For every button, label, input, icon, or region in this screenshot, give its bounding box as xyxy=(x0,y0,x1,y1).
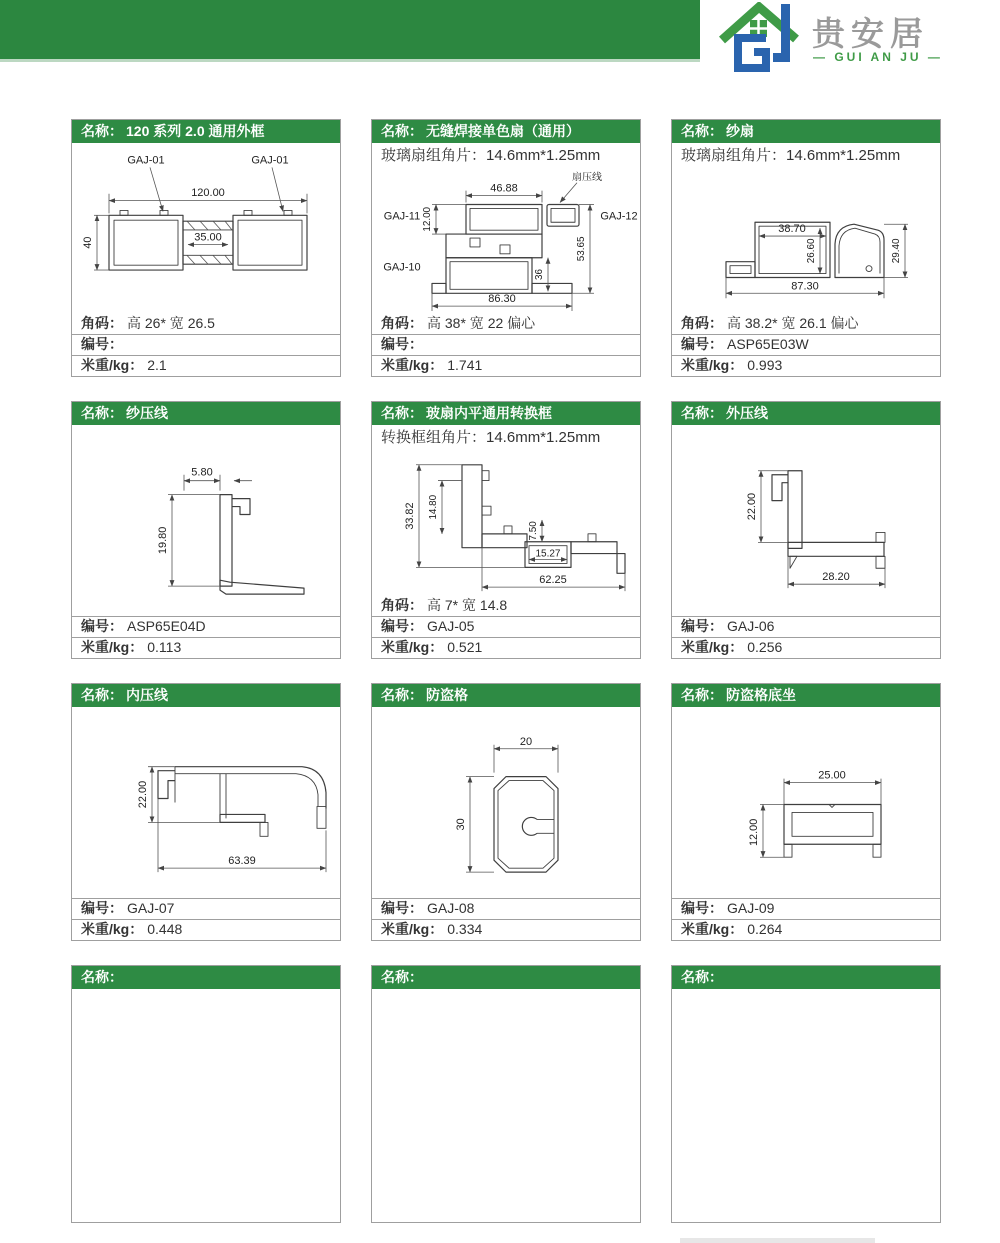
card-title: 玻扇内平通用转换框 xyxy=(426,405,552,421)
dim-label: 40 xyxy=(81,236,95,249)
profile-drawing xyxy=(672,707,940,898)
code-label: 编号： xyxy=(681,336,723,352)
name-label: 名称： xyxy=(681,123,723,139)
product-card xyxy=(71,401,341,659)
card-header xyxy=(672,402,940,425)
name-label: 名称： xyxy=(81,969,123,985)
card-title: 外压线 xyxy=(726,405,768,421)
code-label: 编号： xyxy=(81,618,123,634)
corner-row xyxy=(72,314,340,334)
weight-row xyxy=(372,637,640,658)
profile-drawing xyxy=(672,167,940,314)
card-subtitle: 转换框组角片：14.6mm*1.25mm xyxy=(381,429,601,446)
dim-label: 86.30 xyxy=(488,293,516,306)
product-card-empty xyxy=(671,965,941,1223)
empty-drawing-area xyxy=(672,989,940,1222)
part-label: GAJ-01 xyxy=(127,154,165,167)
dim-label: 12.00 xyxy=(747,818,761,847)
dim-label: 33.82 xyxy=(403,502,417,530)
weight-row xyxy=(672,919,940,940)
corner-value: 高 38.2* 宽 26.1 偏心 xyxy=(727,315,859,331)
corner-label: 角码： xyxy=(381,597,423,613)
dim-label: 62.25 xyxy=(539,574,567,587)
code-value: GAJ-08 xyxy=(427,900,475,916)
weight-label: 米重/kg： xyxy=(381,357,444,373)
card-subtitle: 玻璃扇组角片：14.6mm*1.25mm xyxy=(381,147,601,164)
code-row xyxy=(372,334,640,355)
dim-label: 36 xyxy=(533,269,546,281)
dim-label: 22.00 xyxy=(745,492,759,521)
code-label: 编号： xyxy=(681,900,723,916)
code-label: 编号： xyxy=(381,618,423,634)
code-label: 编号： xyxy=(81,900,123,916)
product-card xyxy=(371,401,641,659)
name-label: 名称： xyxy=(681,405,723,421)
dim-label: 87.30 xyxy=(791,280,819,293)
code-value: ASP65E04D xyxy=(127,618,206,634)
card-header xyxy=(672,684,940,707)
card-header xyxy=(72,402,340,425)
profile-drawing xyxy=(672,425,940,616)
weight-label: 米重/kg： xyxy=(81,921,144,937)
weight-value: 0.521 xyxy=(447,639,483,655)
name-label: 名称： xyxy=(381,123,423,139)
card-subtitle: 玻璃扇组角片：14.6mm*1.25mm xyxy=(681,147,901,164)
name-label: 名称： xyxy=(381,405,423,421)
brand-name-en: — GUI AN JU — xyxy=(813,50,943,64)
code-row xyxy=(372,898,640,919)
weight-label: 米重/kg： xyxy=(381,639,444,655)
code-label: 编号： xyxy=(681,618,723,634)
name-label: 名称： xyxy=(381,969,423,985)
part-label: GAJ-11 xyxy=(383,210,421,223)
weight-value: 0.448 xyxy=(147,921,183,937)
code-row xyxy=(672,616,940,637)
weight-row xyxy=(672,355,940,376)
corner-value: 高 7* 宽 14.8 xyxy=(427,597,508,613)
card-header xyxy=(72,966,340,989)
weight-value: 0.334 xyxy=(447,921,483,937)
code-row xyxy=(672,334,940,355)
code-row xyxy=(72,898,340,919)
weight-value: 0.264 xyxy=(747,921,783,937)
top-green-banner xyxy=(0,0,700,62)
dim-label: 63.39 xyxy=(228,855,256,868)
weight-row xyxy=(372,355,640,376)
code-label: 编号： xyxy=(381,900,423,916)
corner-value: 高 26* 宽 26.5 xyxy=(127,315,215,331)
dim-label: 120.00 xyxy=(191,186,225,199)
card-header xyxy=(372,120,640,143)
dim-label: 46.88 xyxy=(490,182,518,195)
name-label: 名称： xyxy=(81,405,123,421)
weight-value: 2.1 xyxy=(147,357,167,373)
dim-label: 29.40 xyxy=(890,238,903,264)
weight-value: 1.741 xyxy=(447,357,483,373)
profile-drawing xyxy=(372,707,640,898)
part-label: GAJ-01 xyxy=(251,154,289,167)
weight-row xyxy=(72,637,340,658)
name-label: 名称： xyxy=(81,687,123,703)
empty-drawing-area xyxy=(372,989,640,1222)
weight-row xyxy=(372,919,640,940)
card-header xyxy=(372,966,640,989)
code-label: 编号： xyxy=(381,336,423,352)
dim-label: 20 xyxy=(519,735,533,748)
product-card xyxy=(671,119,941,377)
weight-label: 米重/kg： xyxy=(381,921,444,937)
dim-label: 25.00 xyxy=(818,769,846,782)
corner-label: 角码： xyxy=(681,315,723,331)
part-label: GAJ-10 xyxy=(383,261,421,274)
name-label: 名称： xyxy=(681,969,723,985)
dim-label: 12.00 xyxy=(421,206,434,232)
corner-row xyxy=(672,314,940,334)
card-header xyxy=(672,120,940,143)
weight-value: 0.993 xyxy=(747,357,783,373)
card-title: 纱压线 xyxy=(126,405,168,421)
company-logo xyxy=(700,0,1000,120)
card-title: 防盗格 xyxy=(426,687,468,703)
dim-label: 7.50 xyxy=(527,521,540,541)
empty-drawing-area xyxy=(72,989,340,1222)
weight-row xyxy=(72,355,340,376)
corner-label: 角码： xyxy=(81,315,123,331)
callout-label: 扇压线 xyxy=(572,171,602,183)
name-label: 名称： xyxy=(681,687,723,703)
dim-label: 14.80 xyxy=(427,494,440,520)
code-row xyxy=(72,334,340,355)
card-header xyxy=(672,966,940,989)
profile-drawing xyxy=(72,143,340,314)
scan-cutoff-artifact xyxy=(680,1238,875,1243)
profile-drawing xyxy=(372,449,640,596)
card-header xyxy=(72,684,340,707)
card-header xyxy=(72,120,340,143)
profile-drawing xyxy=(372,167,640,314)
product-card xyxy=(671,683,941,941)
weight-label: 米重/kg： xyxy=(81,639,144,655)
dim-label: 15.27 xyxy=(535,548,561,560)
product-card xyxy=(71,683,341,941)
weight-label: 米重/kg： xyxy=(681,357,744,373)
house-logo-icon xyxy=(710,2,810,74)
dim-label: 5.80 xyxy=(191,466,213,479)
corner-label: 角码： xyxy=(381,315,423,331)
profile-drawing xyxy=(72,707,340,898)
product-card xyxy=(371,119,641,377)
code-row xyxy=(72,616,340,637)
dim-label: 26.60 xyxy=(805,238,818,264)
dim-label: 38.70 xyxy=(778,223,806,236)
product-card xyxy=(71,119,341,377)
code-label: 编号： xyxy=(81,336,123,352)
corner-value: 高 38* 宽 22 偏心 xyxy=(427,315,536,331)
dim-label: 19.80 xyxy=(156,526,170,555)
card-title: 120 系列 2.0 通用外框 xyxy=(126,123,265,139)
code-value: GAJ-07 xyxy=(127,900,175,916)
product-card xyxy=(671,401,941,659)
card-title: 内压线 xyxy=(126,687,168,703)
weight-label: 米重/kg： xyxy=(681,921,744,937)
weight-label: 米重/kg： xyxy=(81,357,144,373)
part-label: GAJ-12 xyxy=(600,210,638,223)
weight-value: 0.256 xyxy=(747,639,783,655)
corner-row xyxy=(372,314,640,334)
name-label: 名称： xyxy=(81,123,123,139)
name-label: 名称： xyxy=(381,687,423,703)
product-card-empty xyxy=(71,965,341,1223)
product-card-empty xyxy=(371,965,641,1223)
code-value: ASP65E03W xyxy=(727,336,809,352)
dim-label: 53.65 xyxy=(575,236,588,262)
weight-label: 米重/kg： xyxy=(681,639,744,655)
corner-row xyxy=(372,596,640,616)
dim-label: 30 xyxy=(454,818,468,831)
product-card xyxy=(371,683,641,941)
weight-row xyxy=(72,919,340,940)
code-row xyxy=(372,616,640,637)
card-title: 纱扇 xyxy=(726,123,754,139)
code-row xyxy=(672,898,940,919)
weight-row xyxy=(672,637,940,658)
profile-drawing xyxy=(72,425,340,616)
code-value: GAJ-05 xyxy=(427,618,475,634)
card-header xyxy=(372,684,640,707)
card-header xyxy=(372,402,640,425)
code-value: GAJ-09 xyxy=(727,900,775,916)
card-title: 防盗格底坐 xyxy=(726,687,796,703)
card-title: 无缝焊接单色扇（通用） xyxy=(426,123,580,139)
code-value: GAJ-06 xyxy=(727,618,775,634)
dim-label: 28.20 xyxy=(822,571,850,584)
letter-g-shape xyxy=(738,38,766,68)
brand-name-cn: 贵安居 xyxy=(812,15,929,52)
dim-label: 22.00 xyxy=(136,780,150,809)
letter-j-shape xyxy=(773,4,790,62)
weight-value: 0.113 xyxy=(147,639,182,655)
dim-label: 35.00 xyxy=(194,231,222,244)
